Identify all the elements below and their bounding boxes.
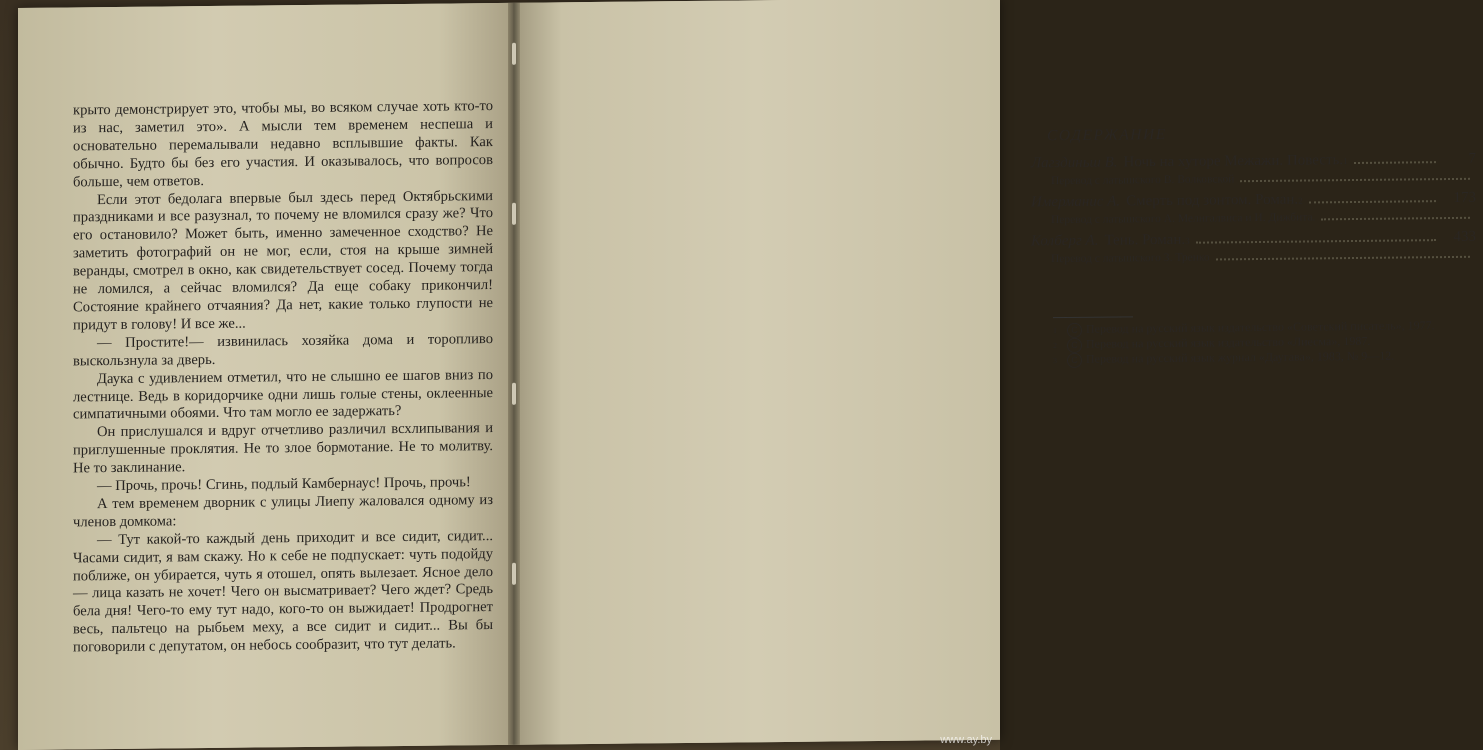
footnote-text: Перевод на русский язык журнал «Даугава», 1983, № 9—12.: [1086, 348, 1395, 366]
dot-leader: [1216, 248, 1470, 261]
footnote: [1053, 349, 1483, 369]
table-of-contents: [1031, 123, 1476, 272]
toc-author: Лагздиньш В.: [1031, 154, 1118, 172]
toc-title: Тень. Роман.: [1104, 231, 1186, 249]
toc-heading: СОДЕРЖАНИЕ: [1047, 125, 1167, 145]
dot-leader: [1354, 161, 1436, 164]
dot-leader: [1309, 200, 1436, 203]
body-paragraph: — Прочь, прочь! Сгинь, подлый Камбернаус! Прочь, прочь!: [97, 474, 471, 495]
body-paragraph: Если этот бедолага впервые был здесь перед Октябрьскими праздниками и все разузнал, то почему не вломился сразу же? Что его остановило? Может быть, именно замеченное сходство? Не заметить фотографий он не мог, если, стоя на крыше зимней веранды, смотрел в окно, как свидетельствует сосед. Почему тогда не ломился, а сейчас вломился? Да еще собаку прикончил! Состояние крайнего отчаяния? Да нет, какие только глупости не придут в голову! И все же...: [73, 187, 493, 334]
toc-title: Смерть под зонтом. Роман.: [1126, 191, 1299, 210]
footnote-number: 3: [1053, 356, 1057, 366]
body-text: [73, 98, 493, 657]
toc-author: Имерманис А.: [1031, 193, 1121, 211]
book-gutter: [508, 3, 520, 745]
footnote-marker: 1: [1343, 156, 1348, 167]
dot-leader: [1240, 170, 1470, 182]
toc-title: Ночь на хуторе Межажи. Повесть.: [1123, 152, 1344, 171]
footnote-rule: [1053, 316, 1133, 318]
footnotes: [1053, 313, 1483, 369]
copyright-icon: C: [1067, 353, 1082, 368]
copyright-icon: C: [1067, 323, 1082, 338]
footnote-number: 1: [1053, 326, 1057, 336]
toc-entries: [1031, 150, 1476, 267]
dot-leader: [1196, 239, 1436, 244]
toc-entry[interactable]: [1031, 228, 1476, 267]
footnote-text: Перевод на русский язык издательство «Лиесма», 1987.: [1086, 333, 1371, 351]
toc-translator: Перевод с латышского В. Волковской: [1051, 173, 1235, 188]
binding-stitch: [512, 43, 516, 65]
copyright-icon: C: [1067, 338, 1082, 353]
toc-translator: Перевод с латышского А. Мелнгалвиса и И. Дижбита.: [1051, 211, 1316, 227]
dot-leader: [1321, 209, 1470, 221]
toc-entry[interactable]: [1031, 150, 1476, 189]
footnote-list: [1053, 319, 1483, 369]
binding-stitch: [512, 563, 516, 585]
footnote-marker: 2: [1298, 195, 1303, 206]
open-book: [18, 0, 1476, 750]
left-page: [18, 3, 513, 750]
footnote-text: Перевод на русский язык издательство «Советский писатель», 1977.: [1086, 318, 1435, 336]
toc-page-number: 7: [1468, 150, 1476, 167]
toc-translator: Перевод с латышского З. Тренко: [1051, 251, 1210, 266]
body-paragraph: А тем временем дворник с улицы Лиепу жаловался одному из членов домкома:: [73, 491, 493, 531]
toc-page-number: 433: [1453, 228, 1476, 245]
watermark: www.ay.by: [940, 734, 992, 746]
toc-entry[interactable]: [1031, 189, 1476, 228]
right-page: [513, 0, 1476, 745]
body-paragraph: крыто демонстрирует это, чтобы мы, во всяком случае хоть кто-то из нас, заметил это». А мысли тем временем неспеша и основательно перемалывали недавно всплывшие факты. Как обычно. Будто бы без его участия. И оказывалось, что вопросов больше, чем ответов.: [73, 98, 493, 191]
toc-page-number: 173: [1453, 189, 1476, 206]
binding-stitch: [512, 203, 516, 225]
body-paragraph: — Тут какой-то каждый день приходит и все сидит, сидит... Часами сидит, я вам скажу. Но к себе не подпускает: чуть подойду поближе, он убирается, чуть я отошел, опять вылезает. Ясное дело — лица казать не хочет! Чего он высматривает? Чего ждет? Средь бела дня! Чего-то ему тут надо, кого-то он выжидает! Продрогнет весь, пальтецо на рыбьем меху, а все сидит и сидит... Вы бы поговорили с депутатом, он небось сообразит, что тут делать.: [73, 527, 493, 656]
body-paragraph: Он прислушался и вдруг отчетливо различил всхлипывания и приглушенные проклятия. Не то злое бормотание. Не то молитву. Не то заклинание.: [73, 420, 493, 477]
footnote-marker: 3: [1185, 235, 1190, 246]
footnote-number: 2: [1053, 341, 1057, 351]
body-paragraph: — Простите!— извинилась хозяйка дома и торопливо выскользнула за дверь.: [73, 330, 493, 370]
body-paragraph: Даука с удивлением отметил, что не слышно ее шагов вниз по лестнице. Ведь в коридорчике одни лишь голые стены, оклеенные симпатичными обоями. Что там могло ее задержать?: [73, 366, 493, 423]
toc-author: Колберг А.: [1031, 232, 1099, 250]
binding-stitch: [512, 383, 516, 405]
